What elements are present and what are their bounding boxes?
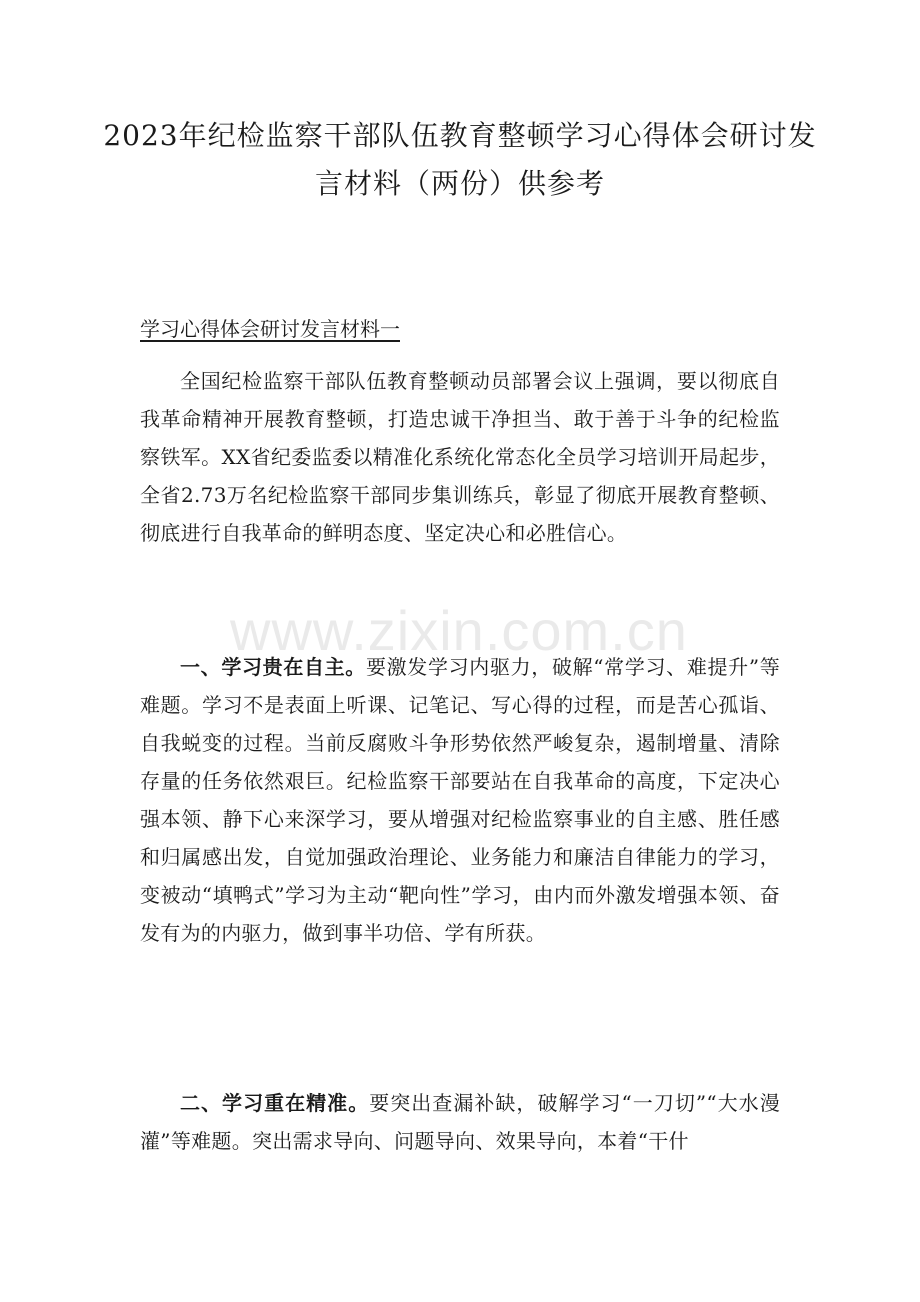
point-two-body: 要突出查漏补缺，破解学习“一刀切”“大水漫灌”等难题。突出需求导向、问题导向、效果导向，本着“干什 (140, 1091, 780, 1153)
point-two-heading: 二、学习重在精准。 (180, 1091, 370, 1115)
watermark: www.zixin.com.cn (230, 599, 688, 662)
point-two-paragraph (140, 1084, 780, 1160)
section-heading: 学习心得体会研讨发言材料一 (140, 317, 400, 341)
intro-paragraph: 全国纪检监察干部队伍教育整顿动员部署会议上强调，要以彻底自我革命精神开展教育整顿，打造忠诚干净担当、敢于善于斗争的纪检监察铁军。XX省纪委监委以精准化系统化常态化全员学习培训开局起步，全省2.73万名纪检监察干部同步集训练兵，彰显了彻底开展教育整顿、彻底进行自我革命的鲜明态度、坚定决心和必胜信心。 (140, 369, 780, 545)
point-one-body: 要激发学习内驱力，破解“常学习、难提升”等难题。学习不是表面上听课、记笔记、写心得的过程，而是苦心孤诣、自我蜕变的过程。当前反腐败斗争形势依然严峻复杂，遏制增量、清除存量的任务依然艰巨。纪检监察干部要站在自我革命的高度，下定决心强本领、静下心来深学习，要从增强对纪检监察事业的自主感、胜任感和归属感出发，自觉加强政治理论、业务能力和廉洁自律能力的学习，变被动“填鸭式”学习为主动“靶向性”学习，由内而外激发增强本领、奋发有为的内驱力，做到事半功倍、学有所获。 (140, 655, 781, 945)
point-one-heading: 一、学习贵在自主。 (180, 655, 366, 679)
point-one-paragraph (140, 648, 780, 952)
document-title: 2023年纪检监察干部队伍教育整顿学习心得体会研讨发言材料（两份）供参考 (103, 119, 817, 200)
